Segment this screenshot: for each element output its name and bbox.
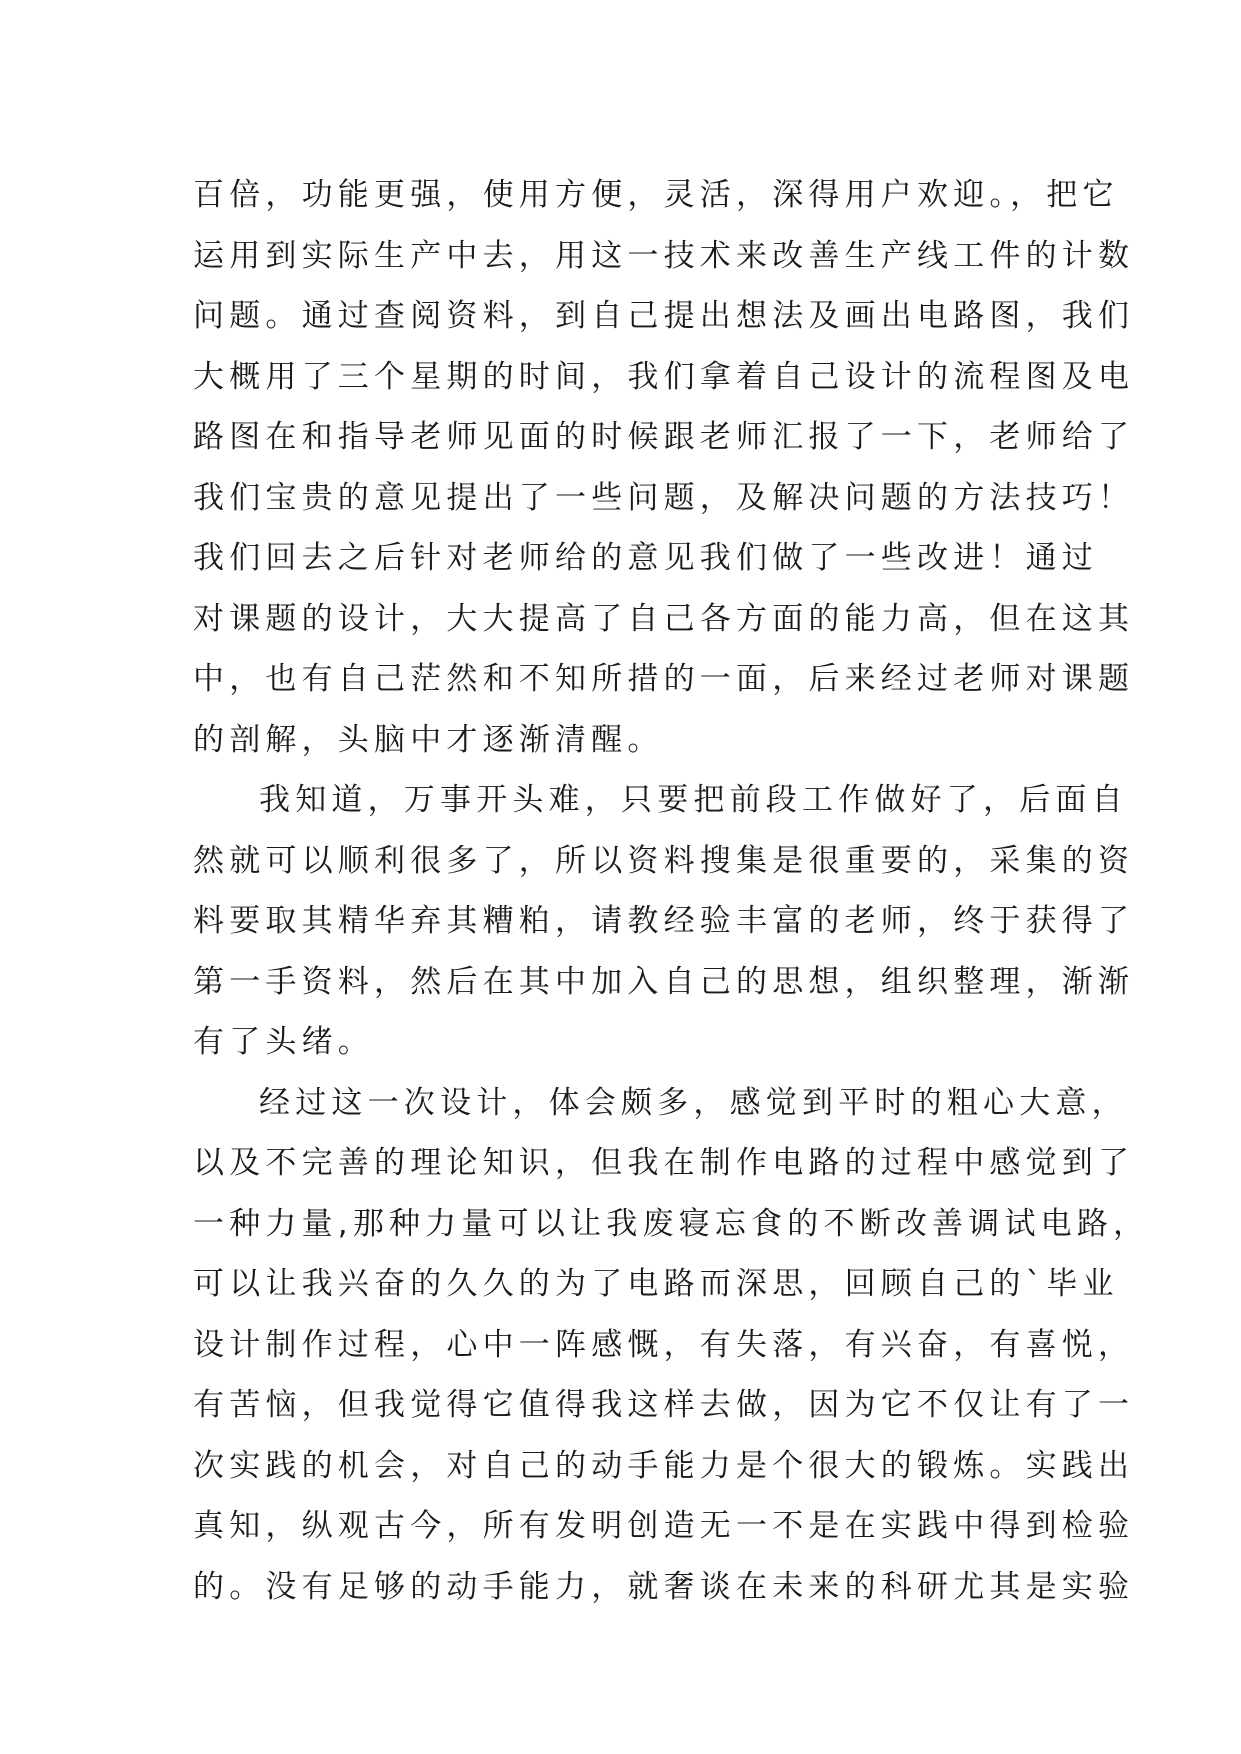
text-line: 对课题的设计，大大提高了自己各方面的能力高，但在这其 [193,600,1135,637]
text-line: 我们宝贵的意见提出了一些问题，及解决问题的方法技巧！ [193,479,1135,516]
text-line: 有苦恼，但我觉得它值得我这样去做，因为它不仅让有了一 [193,1387,1135,1423]
text-line: 的。没有足够的动手能力，就奢谈在未来的科研尤其是实验 [193,1568,1135,1605]
text-line: 有了头绪。 [193,1024,374,1060]
text-line: 第一手资料，然后在其中加入自己的思想，组织整理，渐渐 [193,963,1135,1000]
text-line: 中，也有自己茫然和不知所措的一面，后来经过老师对课题 [193,661,1135,697]
text-line: 大概用了三个星期的时间，我们拿着自己设计的流程图及电 [193,358,1135,395]
text-line: 设计制作过程，心中一阵感慨，有失落，有兴奋，有喜悦， [193,1326,1135,1363]
text-line: 真知，纵观古今，所有发明创造无一不是在实践中得到检验 [193,1508,1135,1544]
text-line: 我们回去之后针对老师给的意见我们做了一些改进！通过 [193,540,1098,576]
text-line: 以及不完善的理论知识，但我在制作电路的过程中感觉到了 [193,1145,1135,1181]
text-line: 问题。通过查阅资料，到自己提出想法及画出电路图，我们 [193,298,1135,334]
text-line: 经过这一次设计，体会颇多，感觉到平时的粗心大意， [259,1084,1128,1121]
text-line: 我知道，万事开头难，只要把前段工作做好了，后面自 [259,782,1128,818]
text-line: 然就可以顺利很多了，所以资料搜集是很重要的，采集的资 [193,842,1135,879]
text-line: 次实践的机会，对自己的动手能力是个很大的锻炼。实践出 [193,1447,1135,1484]
text-line: 可以让我兴奋的久久的为了电路而深思，回顾自己的`毕业 [193,1266,1119,1302]
body-text [193,165,1150,1617]
text-line: 百倍，功能更强，使用方便，灵活，深得用户欢迎。，把它 [193,177,1119,213]
text-line: 的剖解，头脑中才逐渐清醒。 [193,721,664,758]
text-line: 路图在和指导老师见面的时候跟老师汇报了一下，老师给了 [193,419,1135,455]
text-line: 运用到实际生产中去，用这一技术来改善生产线工件的计数 [193,237,1135,274]
text-line: 料要取其精华弃其糟粕，请教经验丰富的老师，终于获得了 [193,903,1135,939]
text-line: 一种力量,那种力量可以让我废寝忘食的不断改善调试电路， [193,1205,1150,1242]
